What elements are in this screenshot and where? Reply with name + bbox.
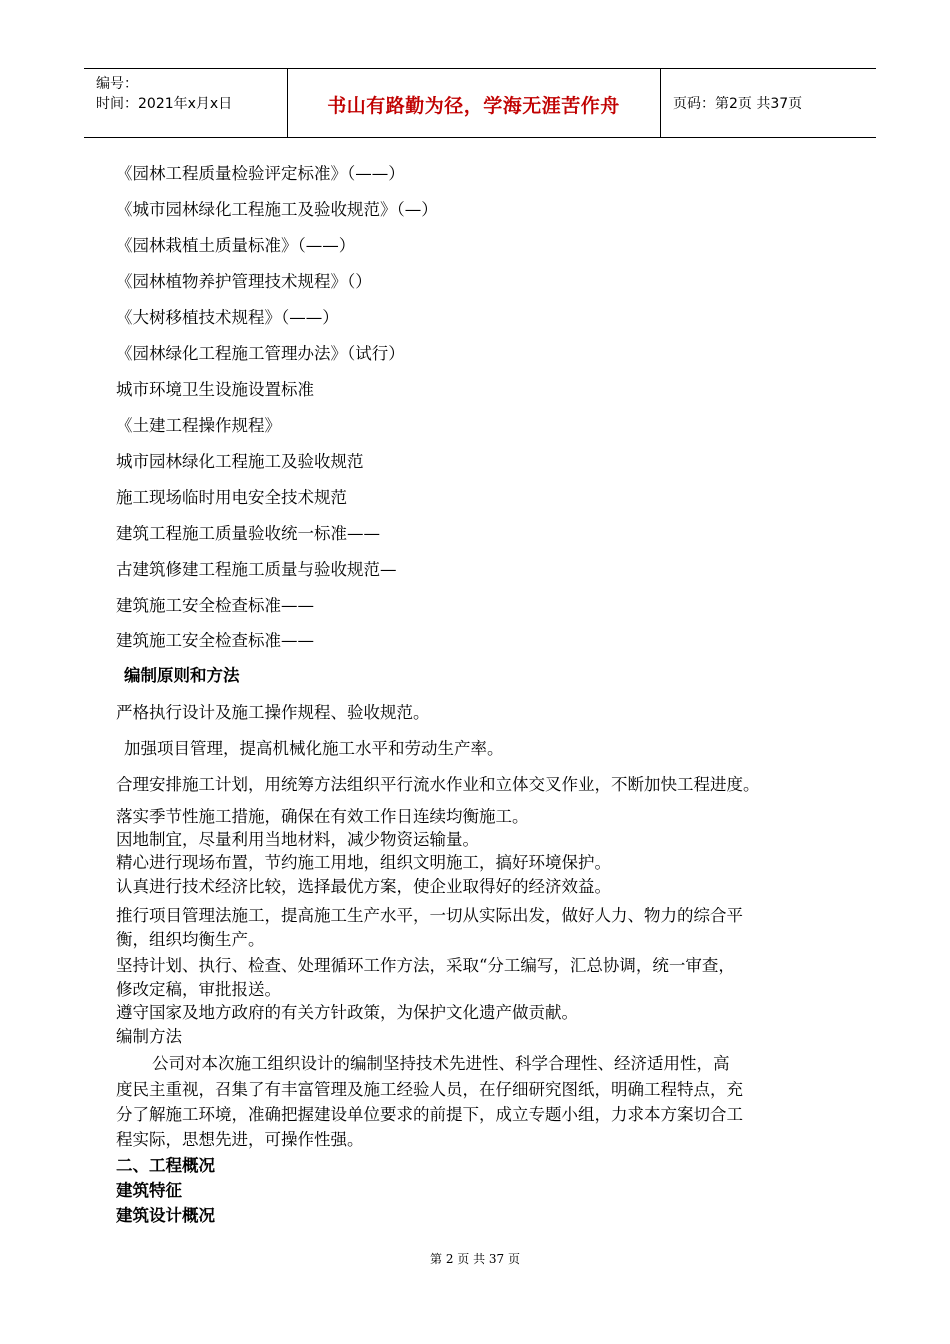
standard-item: 《园林植物养护管理技术规程》（） (116, 272, 372, 291)
principle-item: 推行项目管理法施工，提高施工生产水平，一切从实际出发，做好人力、物力的综合平 (116, 906, 743, 925)
principle-item: 严格执行设计及施工操作规程、验收规范。 (116, 703, 430, 722)
document-time: 时间：2021年x月x日 (96, 96, 233, 112)
standard-item: 《城市园林绿化工程施工及验收规范》（—） (116, 200, 438, 219)
principle-item-continued: 衡，组织均衡生产。 (116, 930, 265, 949)
section-heading-principles: 编制原则和方法 (124, 666, 240, 685)
principle-item: 坚持计划、执行、检查、处理循环工作方法，采取“分工编写，汇总协调，统一审查， (116, 956, 735, 975)
principle-item: 合理安排施工计划，用统筹方法组织平行流水作业和立体交叉作业，不断加快工程进度。 (116, 775, 760, 794)
standard-item: 《园林栽植土质量标准》（——） (116, 236, 356, 255)
subheading-building-design: 建筑设计概况 (116, 1206, 215, 1225)
standard-item: 《土建工程操作规程》 (116, 416, 281, 435)
principle-item: 落实季节性施工措施，确保在有效工作日连续均衡施工。 (116, 807, 529, 826)
standard-item: 《园林绿化工程施工管理办法》（试行） (116, 344, 405, 363)
header-motto-cell (287, 69, 661, 137)
standard-item: 《园林工程质量检验评定标准》（——） (116, 164, 405, 183)
method-paragraph-line: 度民主重视，召集了有丰富管理及施工经验人员，在仔细研究图纸，明确工程特点，充 (116, 1080, 743, 1099)
method-paragraph-line: 公司对本次施工组织设计的编制坚持技术先进性、科学合理性、经济适用性，高 (152, 1054, 730, 1073)
header-page-cell (661, 69, 876, 137)
method-paragraph-line: 程实际，思想先进，可操作性强。 (116, 1130, 364, 1149)
principle-item: 精心进行现场布置，节约施工用地，组织文明施工，搞好环境保护。 (116, 853, 611, 872)
principle-item: 遵守国家及地方政府的有关方针政策，为保护文化遗产做贡献。 (116, 1003, 578, 1022)
standard-item: 《大树移植技术规程》（——） (116, 308, 339, 327)
subheading-method: 编制方法 (116, 1027, 182, 1046)
section-heading-overview: 二、工程概况 (116, 1156, 215, 1175)
subheading-building-features: 建筑特征 (116, 1181, 182, 1200)
principle-item: 因地制宜，尽量利用当地材料，减少物资运输量。 (116, 830, 479, 849)
page-footer: 第 2 页 共 37 页 (430, 1252, 520, 1266)
principle-item: 加强项目管理，提高机械化施工水平和劳动生产率。 (124, 739, 504, 758)
standard-item: 建筑施工安全检查标准—— (116, 631, 314, 650)
page-header (84, 68, 876, 138)
standard-item: 城市环境卫生设施设置标准 (116, 380, 314, 399)
standard-item: 施工现场临时用电安全技术规范 (116, 488, 347, 507)
header-info-cell (84, 69, 288, 137)
principle-item-continued: 修改定稿，审批报送。 (116, 980, 281, 999)
method-paragraph-line: 分了解施工环境，准确把握建设单位要求的前提下，成立专题小组，力求本方案切合工 (116, 1105, 743, 1124)
standard-item: 建筑工程施工质量验收统一标准—— (116, 524, 380, 543)
header-page-number: 页码：第2页 共37页 (673, 96, 803, 112)
header-motto: 书山有路勤为径，学海无涯苦作舟 (327, 95, 620, 117)
standard-item: 城市园林绿化工程施工及验收规范 (116, 452, 364, 471)
standard-item: 建筑施工安全检查标准—— (116, 596, 314, 615)
standard-item: 古建筑修建工程施工质量与验收规范— (116, 560, 397, 579)
principle-item: 认真进行技术经济比较，选择最优方案，使企业取得好的经济效益。 (116, 877, 611, 896)
document-number: 编号： (96, 76, 138, 92)
